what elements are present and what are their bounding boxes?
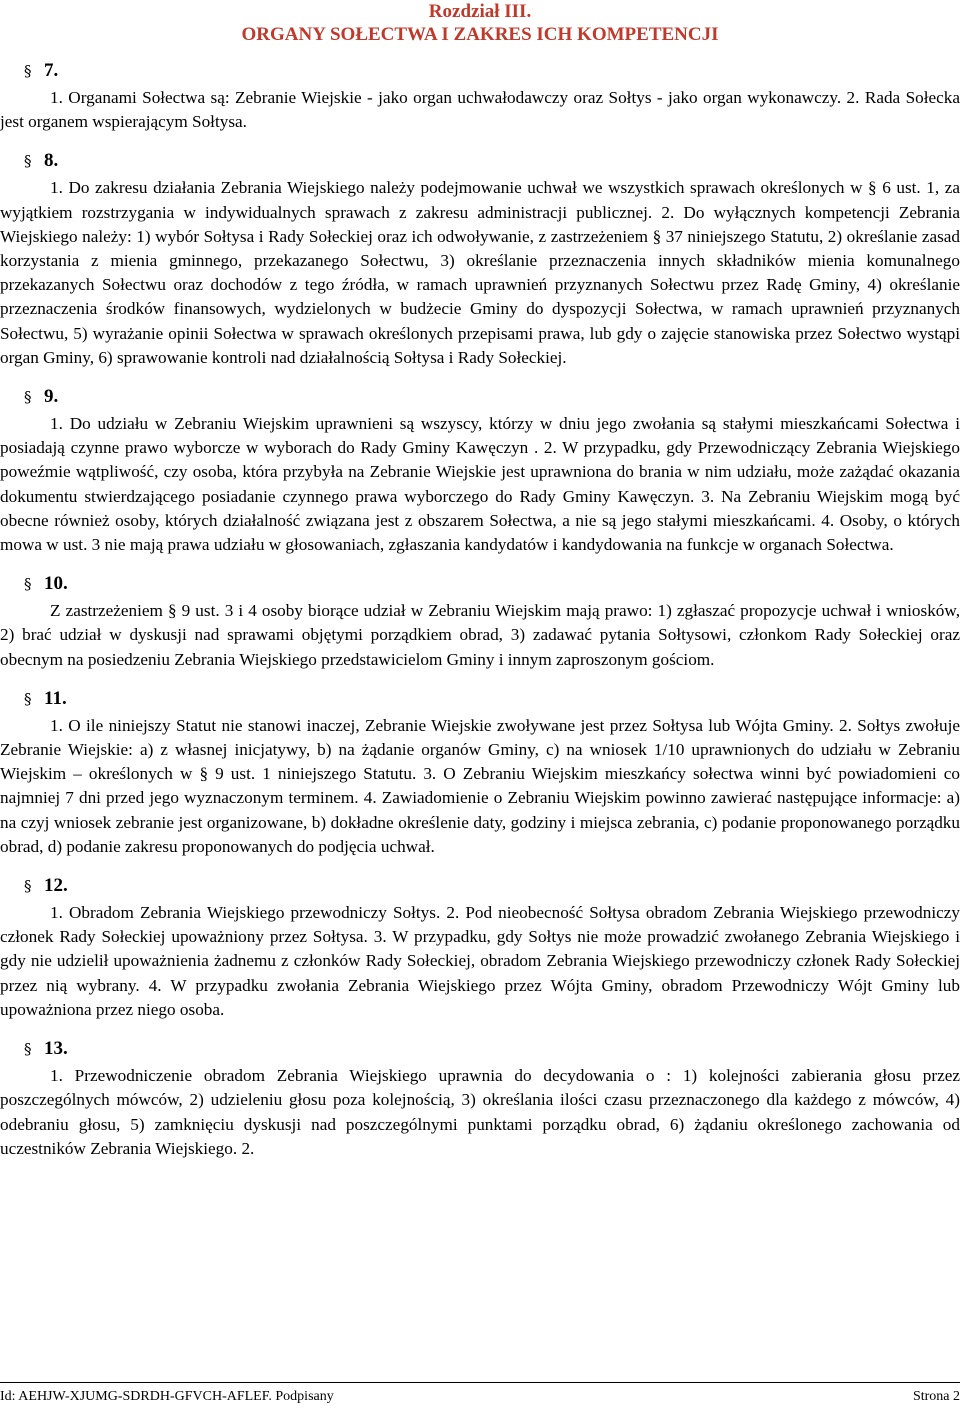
section-number: 13. [44,1038,68,1060]
section-symbol: § [24,1040,32,1059]
section-number: 9. [44,386,59,408]
section-paragraph-7: 1. Organami Sołectwa są: Zebranie Wiejskie - jako organ uchwałodawczy oraz Sołtys - jako organ wykonawczy. 2. Rada Sołecka jest organem wspierającym Sołtysa. [0,88,960,132]
section-symbol: § [24,575,32,594]
section-heading-8 [0,146,960,176]
section-symbol: § [24,689,32,708]
section-paragraph-11: 1. O ile niniejszy Statut nie stanowi inaczej, Zebranie Wiejskie zwoływane jest przez Sołtysa lub Wójta Gminy. 2. Sołtys zwołuje Zebranie Wiejskie: a) z własnej inicjatywy, b) na żądanie organów Gminy, c) na wniosek 1/10 uprawnionych do udziału w Zebraniu Wiejskim – określonych w § 9 ust. 1 niniejszego Statutu. 3. O Zebraniu Wiejskim mieszkańcy sołectwa winni być powiadomieni co najmniej 7 dni przed jego wyznaczonym terminem. 4. Zawiadomienie o Zebraniu Wiejskim powinno zawierać następujące informacje: a) na czyj wniosek zebranie jest organizowane, b) dokładne określenie daty, godziny i miejsca zebrania, c) podanie proponowanego porządku obrad, d) podanie zakresu proponowanych do podjęcia uchwał. [0,715,960,856]
section-number: 11. [44,687,67,709]
section-number: 12. [44,875,68,897]
section-paragraph-13: 1. Przewodniczenie obradom Zebrania Wiejskiego uprawnia do decydowania o : 1) kolejności zabierania głosu przez poszczególnych mówców, 2) udzieleniu głosu poza kolejnością, 3) określania ilości czasu przeznaczonego dla każdego z mówców, 4) odebraniu głosu, 5) zamknięciu dyskusji nad poszczególnymi punktami porządku obrad, 6) żądaniu określonego zachowania od uczestników Zebrania Wiejskiego. 2. [0,1066,960,1158]
section-heading-7 [0,56,960,86]
section-heading-13 [0,1034,960,1064]
chapter-title: ORGANY SOŁECTWA I ZAKRES ICH KOMPETENCJI [241,24,719,45]
page-number: Strona 2 [912,1389,960,1404]
chapter-heading [0,0,960,46]
section-symbol: § [24,62,32,80]
document-body [0,56,960,1173]
section-number: 10. [44,573,68,595]
section-heading-10 [0,569,960,599]
chapter-number: Rozdział III. [428,1,532,22]
section-heading-12 [0,871,960,901]
section-paragraph-9: 1. Do udziału w Zebraniu Wiejskim uprawnieni są wszyscy, którzy w dniu jego zwołania są stałymi mieszkańcami Sołectwa i posiadają czynne prawo wyborcze w wyborach do Rady Gminy Kawęczyn . 2. W przypadku, gdy Przewodniczący Zebrania Wiejskiego poweźmie wątpliwość, czy osoba, która przybyła na Zebranie Wiejskie jest uprawniona do brania w nim udziału, może zażądać okazania dokumentu stwierdzającego posiadanie czynnego prawa wyborczego do Rady Gminy Kawęczyn. 3. Na Zebraniu Wiejskim mogą być obecne również osoby, których działalność związana jest z obszarem Sołectwa, a nie są jego stałymi mieszkańcami. 4. Osoby, o których mowa w ust. 3 nie mają prawa udziału w głosowaniach, zgłaszania kandydatów i kandydowania na funkcje w organach Sołectwa. [0,414,960,555]
section-heading-9 [0,382,960,412]
section-symbol: § [24,388,32,407]
document-id: Id: AEHJW-XJUMG-SDRDH-GFVCH-AFLEF. Podpisany [0,1389,334,1404]
section-number: 7. [44,60,59,81]
section-symbol: § [24,877,32,896]
footer-divider [0,1382,960,1383]
section-paragraph-8: 1. Do zakresu działania Zebrania Wiejskiego należy podejmowanie uchwał we wszystkich sprawach określonych w § 6 ust. 1, za wyjątkiem rozstrzygania w indywidualnych sprawach z zakresu administracji publicznej. 2. Do wyłącznych kompetencji Zebrania Wiejskiego należy: 1) wybór Sołtysa i Rady Sołeckiej oraz ich odwoływanie, z zastrzeżeniem § 37 niniejszego Statutu, 2) określanie zasad korzystania z mienia gminnego, przekazanego Sołectwu, 3) określanie przeznaczenia innych składników mienia komunalnego przekazanych Sołectwu oraz dochodów z tego źródła, w ramach uprawnień przyznanych Sołectwu przez Radę Gminy, 4) określanie przeznaczenia środków finansowych, wydzielonych w budżecie Gminy do dyspozycji Sołectwa, w ramach uprawnień przyznanych Sołectwu, 5) wyrażanie opinii Sołectwa w sprawach określonych przepisami prawa, lub gdy o zajęcie stanowiska przez Sołectwo wystąpi organ Gminy, 6) sprawowanie kontroli nad działalnością Sołtysa i Rady Sołeckiej. [0,178,960,367]
section-symbol: § [24,152,32,171]
section-paragraph-12: 1. Obradom Zebrania Wiejskiego przewodniczy Sołtys. 2. Pod nieobecność Sołtysa obradom Zebrania Wiejskiego przewodniczy członek Rady Sołeckiej upoważniony przez Sołtysa. 3. W przypadku, gdy Sołtys nie może prowadzić zwołanego Zebrania Wiejskiego i gdy nie udzielił upoważnienia żadnemu z członków Rady Sołeckiej, obradom Zebrania Wiejskiego przewodniczy członek Rady Sołeckiej przez nią wybrany. 4. W przypadku zwołania Zebrania Wiejskiego przez Wójta Gminy, obradom Przewodniczy Wójt Gminy lub upoważniona przez niego osoba. [0,903,960,1019]
section-paragraph-10: Z zastrzeżeniem § 9 ust. 3 i 4 osoby biorące udział w Zebraniu Wiejskim mają prawo: 1) zgłaszać propozycje uchwał i wniosków, 2) brać udział w dyskusji nad sprawami objętymi porządkiem obrad, 3) zadawać pytania Sołtysowi, członkom Rady Sołeckiej oraz obecnym na posiedzeniu Zebrania Wiejskiego przedstawicielom Gminy i innym zaproszonym gościom. [0,601,960,669]
section-number: 8. [44,150,59,172]
section-heading-11 [0,684,960,714]
